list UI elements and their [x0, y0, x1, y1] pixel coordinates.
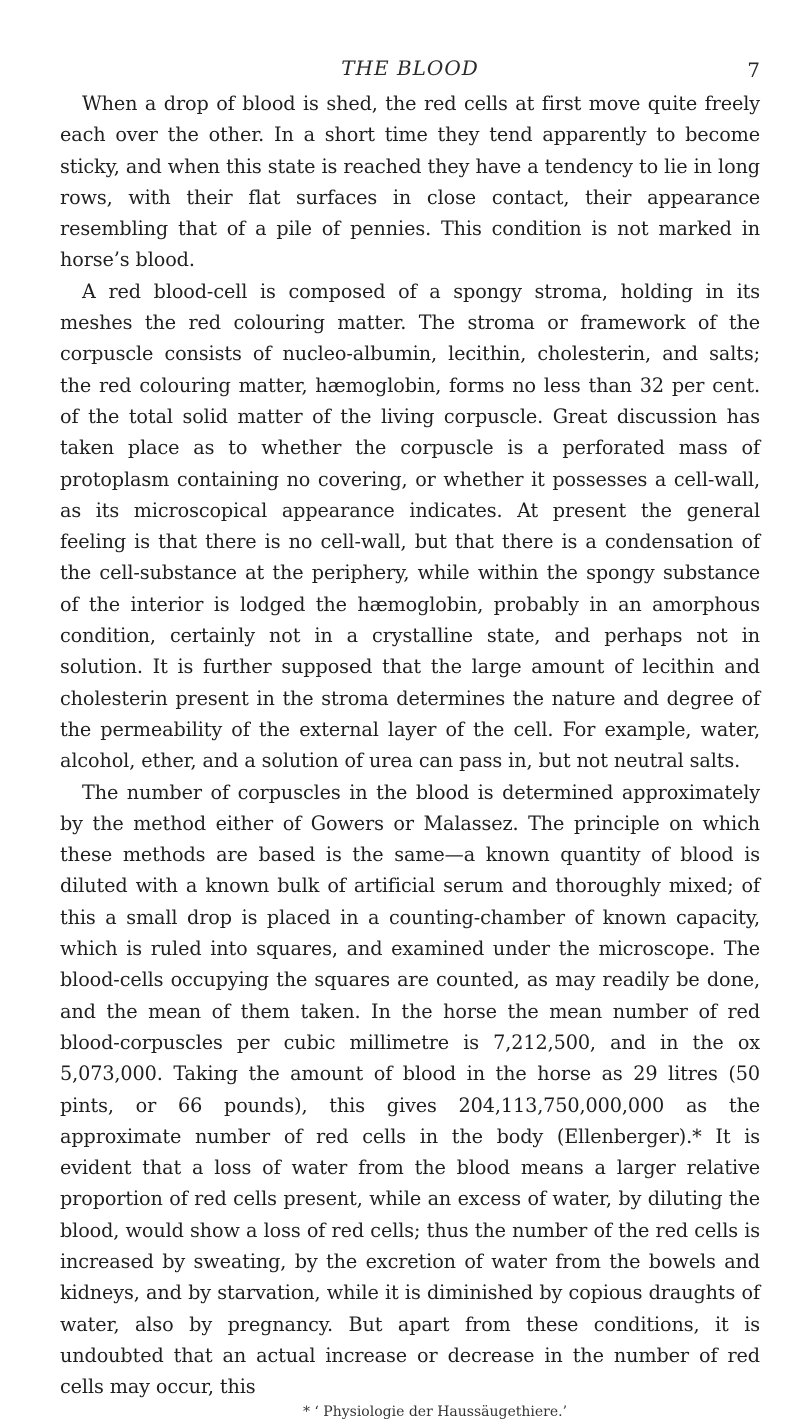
paragraph-red-cell-composition: A red blood-cell is composed of a spongy stroma, holding in its meshes the red colouring matter. The stroma or framework of the corpuscle consists of nucleo-albumin, lecithin, cholesterin, and salts; the red colouring matter, hæmoglobin, forms no less than 32 per cent. of the total solid matter of the living corpuscle. Great discussion has taken place as to whether the corpuscle is a perforated mass of protoplasm containing no covering, or whether it possesses a cell-wall, as its microscopical appearance indicates. At present the general feeling is that there is no cell-wall, but that there is a condensation of the cell-substance at the periphery, while within the spongy substance of the interior is lodged the hæmoglobin, probably in an amorphous condition, certainly not in a crystalline state, and perhaps not in solution. It is further supposed that the large amount of lecithin and cholesterin present in the stroma determines the nature and degree of the permeability of the external layer of the cell. For example, water, alcohol, ether, and a solution of urea can pass in, but not neutral salts. [60, 279, 760, 773]
document-page [60, 56, 760, 1420]
paragraph-corpuscle-count: The number of corpuscles in the blood is determined approximately by the method either of Gowers or Malassez. The principle on which these methods are based is the same—a known quantity of blood is diluted with a known bulk of artificial serum and thoroughly mixed; of this a small drop is placed in a counting-chamber of known capacity, which is ruled into squares, and examined under the microscope. The blood-cells occupying the squares are counted, as may readily be done, and the mean of them taken. In the horse the mean number of red blood-corpuscles per cubic millimetre is 7,212,500, and in the ox 5,073,000. Taking the amount of blood in the horse as 29 litres (50 pints, or 66 pounds), this gives 204,113,750,000,000 as the approximate number of red cells in the body (Ellenberger).* It is evident that a loss of water from the blood means a larger relative proportion of red cells present, while an excess of water, by diluting the blood, would show a loss of red cells; thus the number of the red cells is increased by sweating, by the excretion of water from the bowels and kidneys, and by starvation, while it is diminished by copious draughts of water, also by pregnancy. But apart from these conditions, it is undoubted that an actual increase or decrease in the number of red cells may occur, this [60, 780, 760, 1399]
running-title: THE BLOOD [341, 56, 479, 80]
page-number: 7 [747, 58, 760, 82]
running-head [60, 56, 760, 88]
footnote: * ‘ Physiologie der Haussäugethiere.’ [302, 1404, 568, 1420]
body-text [60, 88, 760, 1402]
paragraph-red-cells-shed: When a drop of blood is shed, the red cells at first move quite freely each over the other. In a short time they tend apparently to become sticky, and when this state is reached they have a tendency to lie in long rows, with their flat surfaces in close contact, their appearance resembling that of a pile of pennies. This condition is not marked in horse’s blood. [60, 92, 760, 272]
